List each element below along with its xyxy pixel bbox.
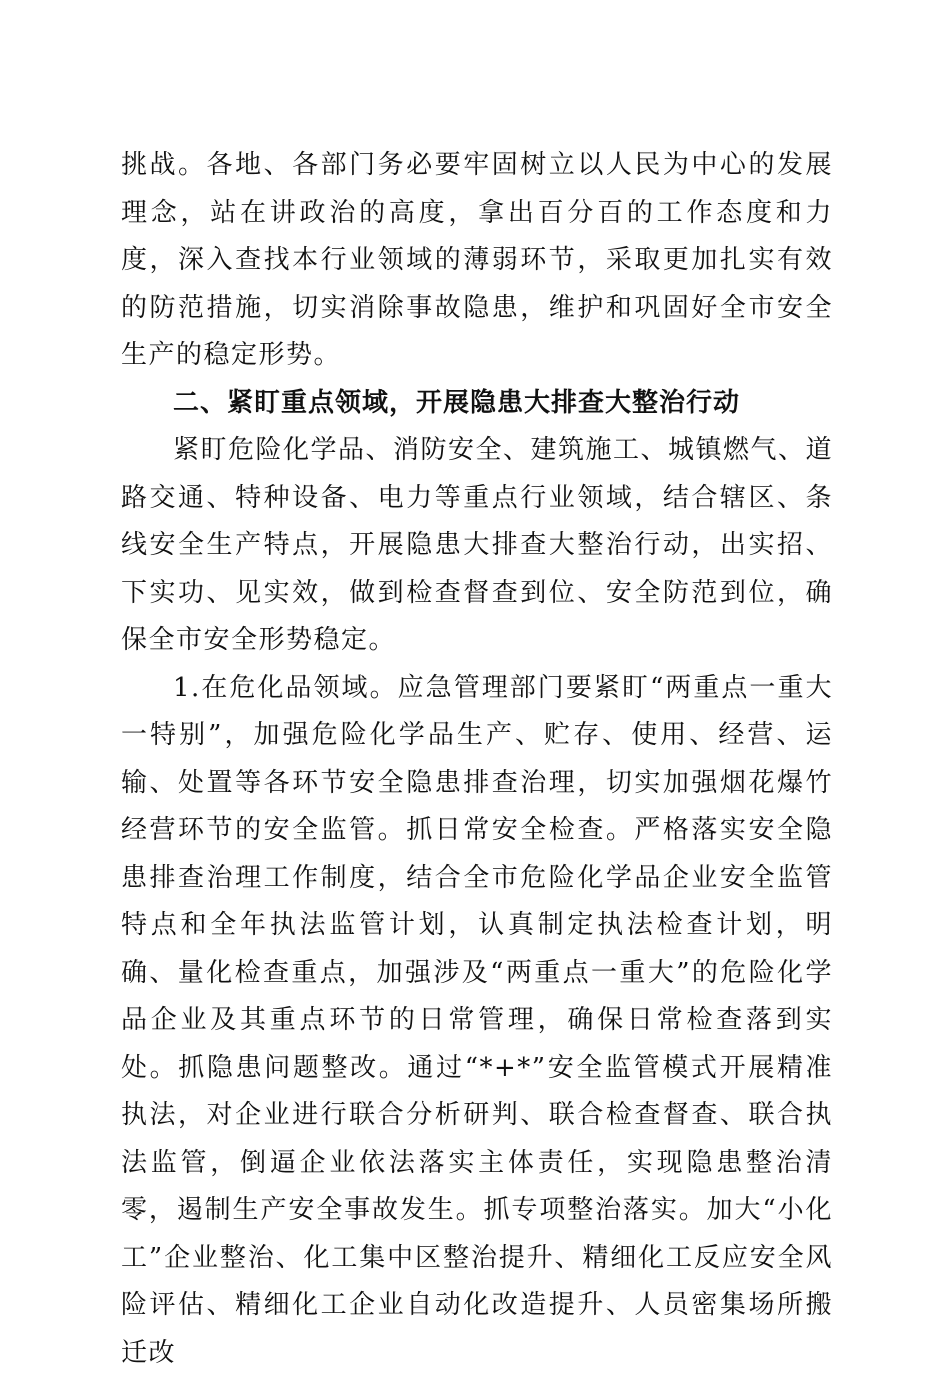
paragraph-continuation: 挑战。各地、各部门务必要牢固树立以人民为中心的发展理念，站在讲政治的高度，拿出百分百的工作态度和力度，深入查找本行业领域的薄弱环节，采取更加扎实有效的防范措施，切实消除事故隐患，维护和巩固好全市安全生产的稳定形势。 [121, 142, 833, 380]
paragraph-hazmat: 1.在危化品领域。应急管理部门要紧盯“两重点一重大一特别”，加强危险化学品生产、贮存、使用、经营、运输、处置等各环节安全隐患排查治理，切实加强烟花爆竹经营环节的安全监管。抓日常安全检查。严格落实安全隐患排查治理工作制度，结合全市危险化学品企业安全监管特点和全年执法监管计划，认真制定执法检查计划，明确、量化检查重点，加强涉及“两重点一重大”的危险化学品企业及其重点环节的日常管理，确保日常检查落到实处。抓隐患问题整改。通过“*+*”安全监管模式开展精准执法，对企业进行联合分析研判、联合检查督查、联合执法监管，倒逼企业依法落实主体责任，实现隐患整治清零，遏制生产安全事故发生。抓专项整治落实。加大“小化工”企业整治、化工集中区整治提升、精细化工反应安全风险评估、精细化工企业自动化改造提升、人员密集场所搬迁改 [121, 665, 833, 1377]
paragraph-intro: 紧盯危险化学品、消防安全、建筑施工、城镇燃气、道路交通、特种设备、电力等重点行业领域，结合辖区、条线安全生产特点，开展隐患大排查大整治行动，出实招、下实功、见实效，做到检查督查到位、安全防范到位，确保全市安全形势稳定。 [121, 427, 833, 665]
section-heading: 二、紧盯重点领域，开展隐患大排查大整治行动 [121, 380, 833, 428]
document-body [121, 142, 833, 1377]
